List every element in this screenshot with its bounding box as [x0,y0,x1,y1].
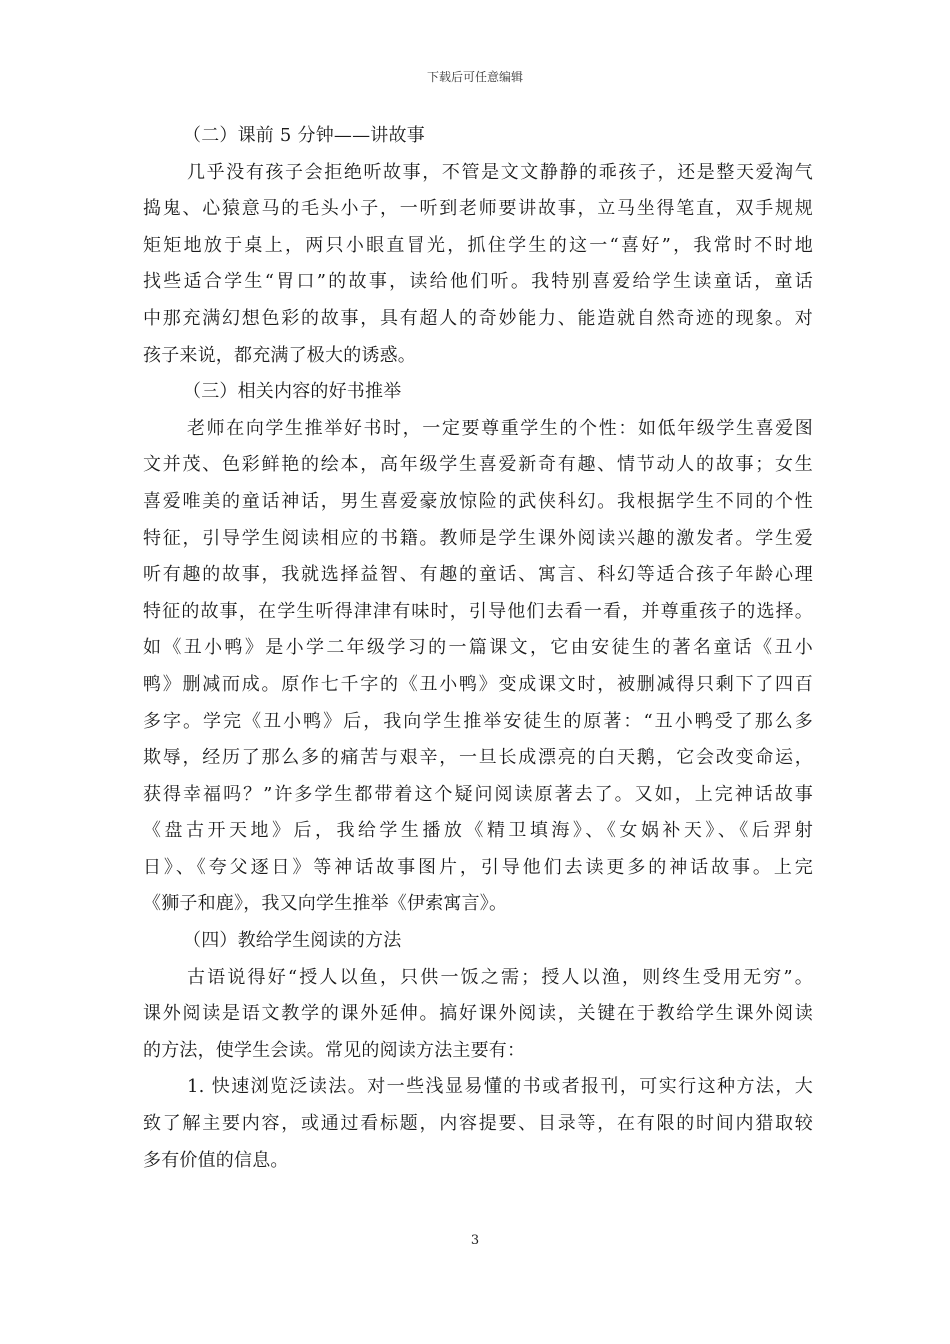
paragraph-line: 特征的故事，在学生听得津津有味时，引导他们去看一看，并尊重孩子的选择。 [143,600,813,622]
page-header-note: 下载后可任意编辑 [426,70,523,84]
paragraph-line: 中那充满幻想色彩的故事，具有超人的奇妙能力、能造就自然奇迹的现象。对 [143,307,813,329]
paragraph-line: 老师在向学生推举好书时，一定要尊重学生的个性：如低年级学生喜爱图 [187,417,813,439]
paragraph-line: 几乎没有孩子会拒绝听故事，不管是文文静静的乖孩子，还是整天爱淘气 [187,161,813,183]
paragraph-line: 鸭》删减而成。原作七千字的《丑小鸭》变成课文时，被删减得只剩下了四百 [143,673,813,695]
section-heading-2: （二）课前 5 分钟——讲故事 [183,125,425,146]
page-number: 3 [470,1233,480,1248]
paragraph-line: 的方法，使学生会读。常见的阅读方法主要有： [143,1039,526,1061]
paragraph-line: 《狮子和鹿》，我又向学生推举《伊索寓言》。 [143,893,508,915]
paragraph-line: 找些适合学生“胃口”的故事，读给他们听。我特别喜爱给学生读童话，童话 [143,271,813,293]
section-heading-4: （四）教给学生阅读的方法 [183,930,402,952]
paragraph-line: 听有趣的故事，我就选择益智、有趣的童话、寓言、科幻等适合孩子年龄心理 [143,564,813,586]
paragraph-line: 喜爱唯美的童话神话，男生喜爱豪放惊险的武侠科幻。我根据学生不同的个性 [143,490,813,512]
paragraph-line: 文并茂、色彩鲜艳的绘本，高年级学生喜爱新奇有趣、情节动人的故事；女生 [143,454,813,476]
section-heading-3: （三）相关内容的好书推举 [183,381,402,403]
paragraph-line: 如《丑小鸭》是小学二年级学习的一篇课文，它由安徒生的著名童话《丑小 [143,637,813,659]
paragraph-line: 欺辱，经历了那么多的痛苦与艰辛，一旦长成漂亮的白天鹅，它会改变命运， [143,747,813,769]
paragraph-line: 多字。学完《丑小鸭》后，我向学生推举安徒生的原著：“丑小鸭受了那么多 [143,710,813,732]
document-body [143,118,813,1179]
paragraph-line: 多有价值的信息。 [143,1149,289,1171]
paragraph-line: 孩子来说，都充满了极大的诱惑。 [143,344,416,366]
paragraph-line: 获得幸福吗？”许多学生都带着这个疑问阅读原著去了。又如，上完神话故事 [143,783,813,805]
paragraph-line: 特征，引导学生阅读相应的书籍。教师是学生课外阅读兴趣的激发者。学生爱 [143,527,813,549]
list-item-line: 1. 快速浏览泛读法。对一些浅显易懂的书或者报刊，可实行这种方法，大 [187,1076,813,1098]
paragraph-line: 捣鬼、心猿意马的毛头小子，一听到老师要讲故事，立马坐得笔直，双手规规 [143,198,813,220]
paragraph-line: 日》、《夸父逐日》等神话故事图片，引导他们去读更多的神话故事。上完 [143,856,813,878]
paragraph-line: 《盘古开天地》后，我给学生播放《精卫填海》、《女娲补天》、《后羿射 [143,820,813,842]
paragraph-line: 古语说得好“授人以鱼，只供一饭之需；授人以渔，则终生受用无穷”。 [187,966,813,988]
paragraph-line: 致了解主要内容，或通过看标题，内容提要、目录等，在有限的时间内猎取较 [143,1113,813,1135]
paragraph-line: 课外阅读是语文教学的课外延伸。搞好课外阅读，关键在于教给学生课外阅读 [143,1003,813,1025]
paragraph-line: 矩矩地放于桌上，两只小眼直冒光，抓住学生的这一“喜好”，我常时不时地 [143,234,813,256]
